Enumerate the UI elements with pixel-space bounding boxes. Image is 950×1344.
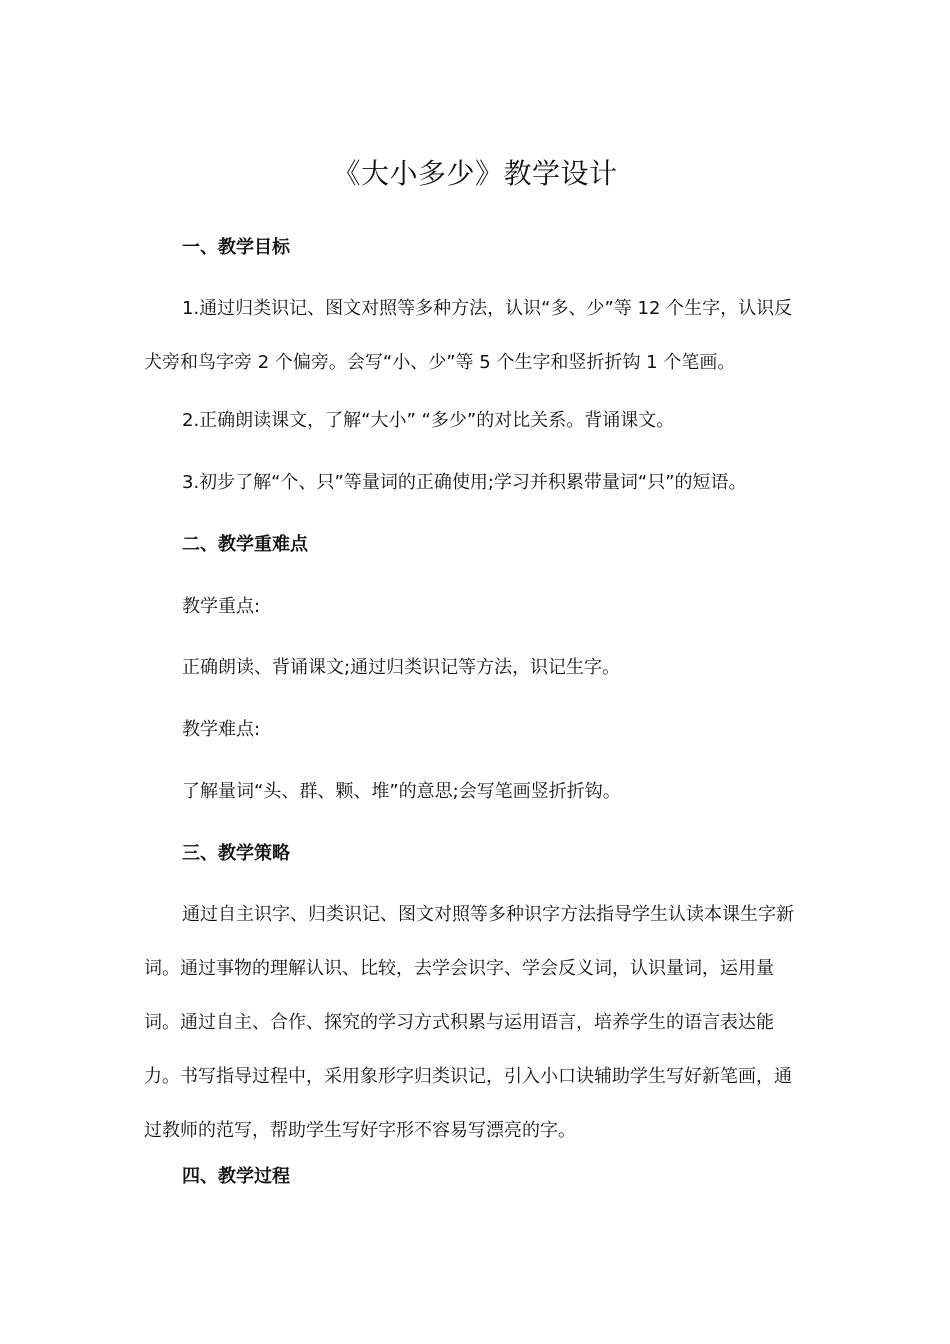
section-heading-process: 四、教学过程 [182,1166,290,1187]
key-point-label: 教学重点: [182,596,261,617]
objective-paragraph-1: 1.通过归类识记、图文对照等多种方法，认识“多、少”等 12 个生字，认识反犬旁和鸟字旁 2 个偏旁。会写“小、少”等 5 个生字和竖折折钩 1 个笔画。 [144,298,793,373]
key-point-text: 正确朗读、背诵课文;通过归类识记等方法，识记生字。 [182,657,621,678]
objective-paragraph-3: 3.初步了解“个、只”等量词的正确使用;学习并积累带量词“只”的短语。 [182,472,747,493]
strategy-paragraph: 通过自主识字、归类识记、图文对照等多种识字方法指导学生认读本课生字新词。通过事物的理解认识、比较，去学会识字、学会反义词，认识量词，运用量词。通过自主、合作、探究的学习方式积累与运用语言，培养学生的语言表达能力。书写指导过程中，采用象形字归类识记，引入小口诀辅助学生写好新笔画，通过教师的范写，帮助学生写好字形不容易写漂亮的字。 [144,904,794,1141]
objective-paragraph-2: 2.正确朗读课文，了解“大小” “多少”的对比关系。背诵课文。 [182,410,675,431]
difficulty-text: 了解量词“头、群、颗、堆”的意思;会写笔画竖折折钩。 [182,781,621,802]
section-heading-strategy: 三、教学策略 [182,843,290,864]
section-heading-key-points: 二、教学重难点 [182,534,308,555]
section-heading-objectives: 一、教学目标 [182,237,290,258]
document-title: 《大小多少》教学设计 [332,157,618,190]
difficulty-label: 教学难点: [182,719,261,740]
